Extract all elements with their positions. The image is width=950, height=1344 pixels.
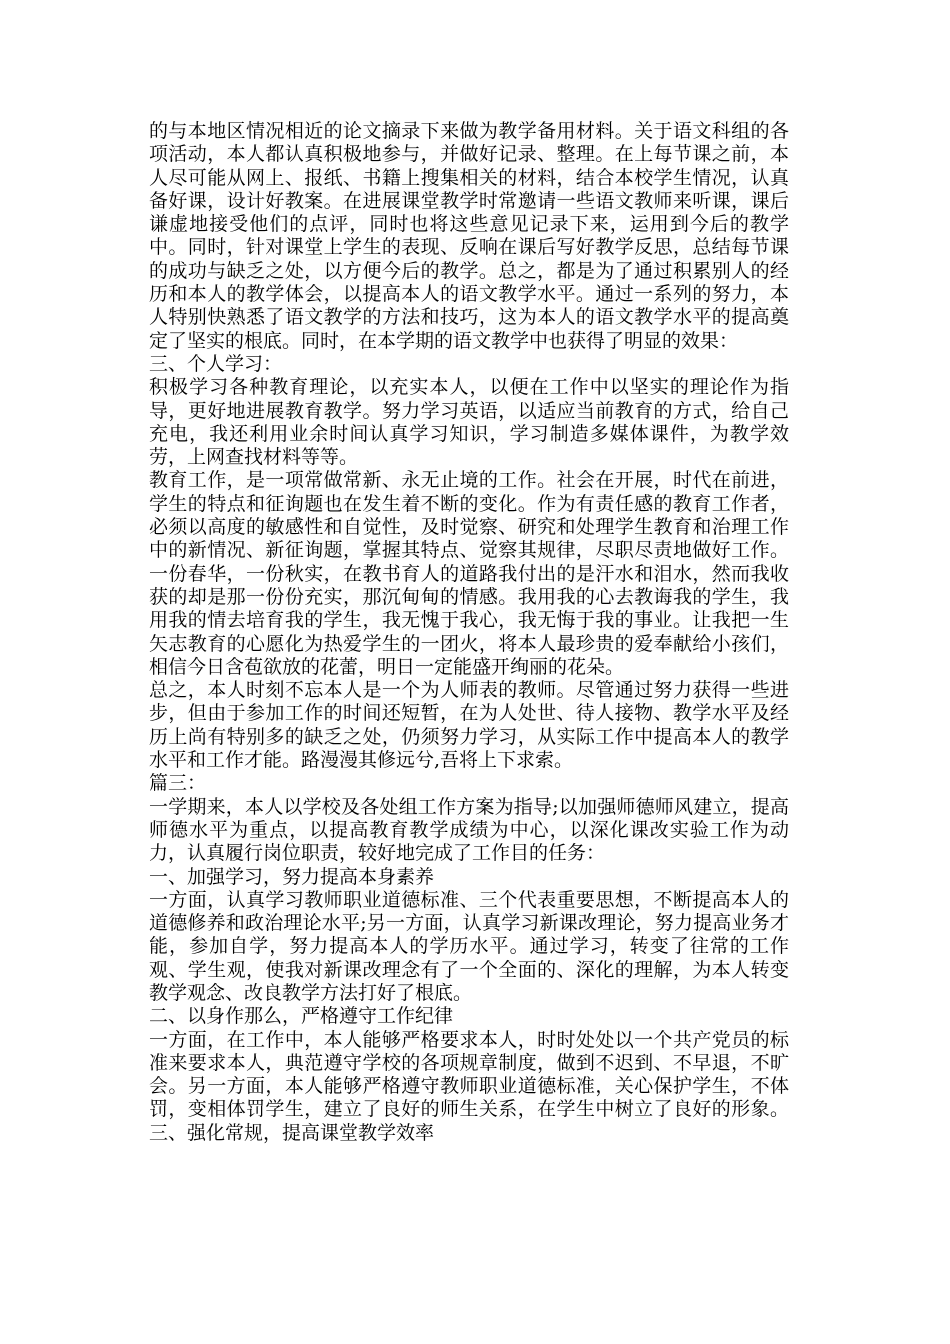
text-line: 备好课，设计好教案。在进展课堂教学时常邀请一些语文教师来听课，课后 [149,189,789,212]
text-line: 观、学生观，使我对新课改理念有了一个全面的、深化的理解，为本人转变 [149,958,789,981]
text-line: 水平和工作才能。路漫漫其修远兮,吾将上下求索。 [149,749,574,772]
text-line: 项活动，本人都认真积极地参与，并做好记录、整理。在上每节课之前，本 [149,143,789,166]
text-line: 谦虚地接受他们的点评，同时也将这些意见记录下来，运用到今后的教学 [149,213,789,236]
text-line: 的与本地区情况相近的论文摘录下来做为教学备用材料。关于语文科组的各 [149,120,789,142]
text-line: 劳，上网查找材料等等。 [149,446,359,469]
text-line: 人尽可能从网上、报纸、书籍上搜集相关的材料，结合本校学生情况，认真 [149,166,789,189]
text-line: 定了坚实的根底。同时，在本学期的语文教学中也获得了明显的效果： [149,329,739,352]
text-line: 相信今日含苞欲放的花蕾，明日一定能盛开绚丽的花朵。 [149,655,625,678]
text-line: 历上尚有特别多的缺乏之处，仍须努力学习，从实际工作中提高本人的教学 [149,725,789,748]
text-line: 师德水平为重点，以提高教育教学成绩为中心，以深化课改实验工作为动 [149,818,789,841]
text-line: 力，认真履行岗位职责，较好地完成了工作目的任务： [149,842,606,865]
text-line: 一方面，认真学习教师职业道德标准、三个代表重要思想，不断提高本人的 [149,888,789,911]
section-heading: 三、强化常规，提高课堂教学效率 [149,1121,435,1144]
text-line: 积极学习各种教育理论，以充实本人，以便在工作中以坚实的理论作为指 [149,376,789,399]
text-line: 教育工作，是一项常做常新、永无止境的工作。社会在开展，时代在前进， [149,469,789,492]
text-line: 必须以高度的敏感性和自觉性，及时觉察、研究和处理学生教育和治理工作 [149,516,789,539]
section-heading: 篇三： [149,772,207,795]
text-line: 道德修养和政治理论水平;另一方面，认真学习新课改理论，努力提高业务才 [149,912,789,935]
text-line: 会。另一方面，本人能够严格遵守教师职业道德标准，关心保护学生，不体 [149,1075,789,1098]
section-heading: 一、加强学习，努力提高本身素养 [149,865,435,888]
text-line: 用我的情去培育我的学生，我无愧于我心，我无悔于我的事业。让我把一生 [149,609,789,632]
section-heading: 二、以身作那么，严格遵守工作纪律 [149,1005,454,1028]
text-line: 充电，我还利用业余时间认真学习知识，学习制造多媒体课件，为教学效 [149,422,789,445]
text-line: 一学期来，本人以学校及各处组工作方案为指导;以加强师德师风建立，提高 [149,795,789,818]
text-line: 罚，变相体罚学生，建立了良好的师生关系，在学生中树立了良好的形象。 [149,1098,789,1121]
text-line: 人特别快熟悉了语文教学的方法和技巧，这为本人的语文教学水平的提高奠 [149,306,789,329]
text-line: 获的却是那一份份充实，那沉甸甸的情感。我用我的心去教诲我的学生，我 [149,585,789,608]
text-line: 中。同时，针对课堂上学生的表现、反响在课后写好教学反思，总结每节课 [149,236,789,259]
text-line: 历和本人的教学体会，以提高本人的语文教学水平。通过一系列的努力，本 [149,283,789,306]
text-line: 学生的特点和征询题也在发生着不断的变化。作为有责任感的教育工作者， [149,492,789,515]
text-line: 的成功与缺乏之处，以方便今后的教学。总之，都是为了通过积累别人的经 [149,259,789,282]
text-line: 步，但由于参加工作的时间还短暂，在为人处世、待人接物、教学水平及经 [149,702,789,725]
text-line: 能，参加自学，努力提高本人的学历水平。通过学习，转变了往常的工作 [149,935,789,958]
text-line: 中的新情况、新征询题，掌握其特点、觉察其规律，尽职尽责地做好工作。 [149,539,789,562]
text-line: 矢志教育的心愿化为热爱学生的一团火，将本人最珍贵的爱奉献给小孩们， [149,632,789,655]
text-line: 导，更好地进展教育教学。努力学习英语，以适应当前教育的方式，给自己 [149,399,789,422]
text-line: 一方面，在工作中，本人能够严格要求本人，时时处处以一个共产党员的标 [149,1028,789,1051]
document-page [149,120,789,1145]
text-line: 一份春华，一份秋实，在教书育人的道路我付出的是汗水和泪水，然而我收 [149,562,789,585]
text-line: 总之，本人时刻不忘本人是一个为人师表的教师。尽管通过努力获得一些进 [149,679,789,702]
section-heading: 三、个人学习： [149,352,283,375]
text-line: 准来要求本人，典范遵守学校的各项规章制度，做到不迟到、不早退，不旷 [149,1051,789,1074]
text-line: 教学观念、改良教学方法打好了根底。 [149,981,473,1004]
